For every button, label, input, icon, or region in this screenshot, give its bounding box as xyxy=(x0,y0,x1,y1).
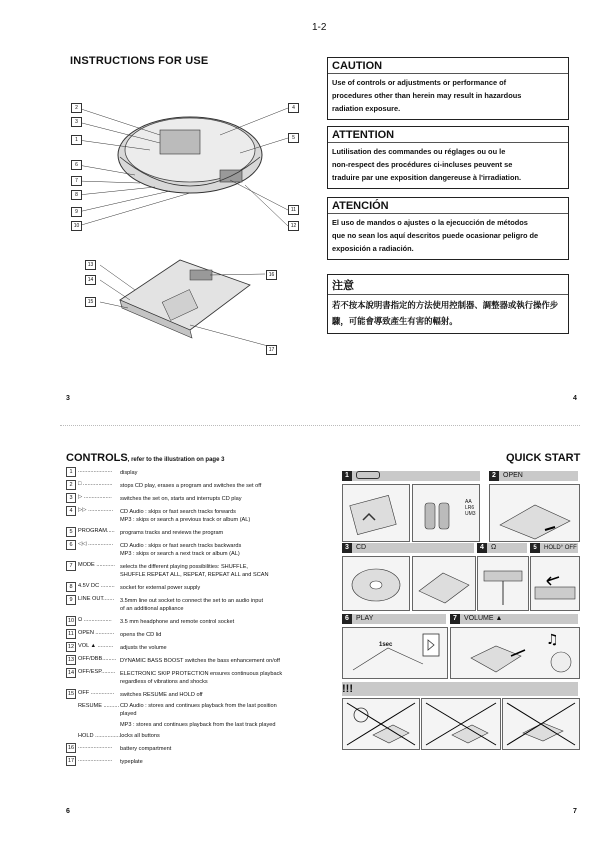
control-item xyxy=(66,582,336,592)
control-description: 3.5 mm headphone and remote control socket xyxy=(120,619,235,625)
control-item xyxy=(66,642,336,652)
attention-box xyxy=(327,126,569,189)
step-number: 4 xyxy=(477,543,487,553)
callout-13: 13 xyxy=(85,260,96,270)
step-number: 2 xyxy=(489,471,499,481)
chinese-warning-box xyxy=(327,274,569,334)
cd-player-bottom-illustration xyxy=(80,250,280,360)
step-bar-2 xyxy=(489,471,578,481)
control-label: ...................... xyxy=(78,744,113,750)
qs-image-open-battery xyxy=(342,484,410,542)
caution-line: Use of controls or adjustments or performance of xyxy=(332,78,507,87)
callout-9: 9 xyxy=(71,207,82,217)
step-bar-1 xyxy=(342,471,480,481)
step-label: VOLUME ▲ xyxy=(464,615,503,622)
qs-image-headphone xyxy=(477,556,529,611)
control-number: 2 xyxy=(66,480,76,490)
step-label: CD xyxy=(356,544,367,551)
callout-1: 1 xyxy=(71,135,82,145)
control-label: HOLD .................. xyxy=(78,733,124,739)
control-label: OFF/DBB......... xyxy=(78,656,117,662)
callout-8: 8 xyxy=(71,190,82,200)
control-item xyxy=(66,595,336,613)
control-item xyxy=(66,493,336,503)
control-number: 15 xyxy=(67,691,75,697)
control-number: 5 xyxy=(66,527,76,537)
control-description: socket for external power supply xyxy=(120,585,201,591)
battery-icon xyxy=(356,471,380,479)
control-label: OFF/ESP......... xyxy=(78,669,116,675)
qs-image-no-heat xyxy=(342,698,420,750)
caution-title: CAUTION xyxy=(328,58,568,74)
control-label: LINE OUT....... xyxy=(78,596,115,602)
control-description: opens the CD lid xyxy=(120,632,162,638)
battery-type: UM3 xyxy=(465,511,476,517)
controls-list xyxy=(66,467,336,769)
step-number: 6 xyxy=(342,614,352,624)
atencion-line: exposición a radiación. xyxy=(332,244,414,253)
callout-3: 3 xyxy=(71,117,82,127)
callout-10: 10 xyxy=(71,221,82,231)
control-description: CD Audio : skips or fast search tracks backwards xyxy=(120,543,242,549)
control-description: of an additional appliance xyxy=(120,606,184,612)
control-description: typeplate xyxy=(120,759,143,765)
control-description: switches RESUME and HOLD off xyxy=(120,692,203,698)
atencion-line: que no sean los aquí descritos puede ocasionar peligro de xyxy=(332,231,539,240)
step-number: 3 xyxy=(342,543,352,553)
atencion-title: ATENCIÓN xyxy=(328,198,568,214)
control-item xyxy=(66,743,336,753)
control-description: selects the different playing possibilities: SHUFFLE, xyxy=(120,564,248,570)
control-label: VOL ▲ .......... xyxy=(78,643,114,649)
control-label: OFF ............... xyxy=(78,690,115,696)
control-number: 9 xyxy=(66,595,76,605)
control-item xyxy=(66,668,336,686)
control-item xyxy=(66,467,336,477)
control-item xyxy=(66,655,336,665)
step-bar-3 xyxy=(342,543,474,553)
control-description: display xyxy=(120,470,138,476)
attention-line: traduire par une exposition dangereuse à l'irradiation. xyxy=(332,173,522,182)
control-description: CD Audio : skips or fast search tracks forwards xyxy=(120,509,236,515)
control-number: 16 xyxy=(67,745,75,751)
caution-line: procedures other than herein may result in hazardous xyxy=(332,91,522,100)
page-number-4: 4 xyxy=(573,395,577,402)
control-description: adjusts the volume xyxy=(120,645,167,651)
control-description: DYNAMIC BASS BOOST switches the bass enhancement on/off xyxy=(120,658,280,664)
control-number: 6 xyxy=(66,540,76,550)
control-number: 14 xyxy=(67,670,75,676)
control-item xyxy=(66,506,336,524)
control-label: ◁◁ ................ xyxy=(78,541,114,547)
control-item xyxy=(66,540,336,558)
callout-11: 11 xyxy=(288,205,299,215)
attention-line: Lutilisation des commandes ou réglages ou ou le xyxy=(332,147,506,156)
callout-16: 16 xyxy=(266,270,277,280)
control-description: switches the set on, starts and interrupts CD play xyxy=(120,496,242,502)
qs-image-no-pressure xyxy=(502,698,580,750)
step-number: 5 xyxy=(530,543,540,553)
chinese-warning-title: 注意 xyxy=(328,275,568,295)
step-number: 7 xyxy=(450,614,460,624)
step-number: 1 xyxy=(342,471,352,481)
control-number: 7 xyxy=(66,561,76,571)
control-label: RESUME .......... xyxy=(78,703,120,709)
control-number: 12 xyxy=(67,644,75,650)
control-description: ELECTRONIC SKIP PROTECTION ensures continuous playback xyxy=(120,671,283,677)
control-description: SHUFFLE REPEAT ALL, REPEAT, REPEAT ALL and SCAN xyxy=(120,572,269,578)
callout-12: 12 xyxy=(288,221,299,231)
battery-type: LR6 xyxy=(465,505,475,511)
control-description: MP3 : stores and continues playback from the last track played xyxy=(120,722,276,728)
control-description: programs tracks and reviews the program xyxy=(120,530,224,536)
control-description: CD Audio : stores and continues playback from the last position xyxy=(120,703,277,709)
callout-14: 14 xyxy=(85,275,96,285)
qs-image-insert-battery xyxy=(412,484,480,542)
page-number-3: 3 xyxy=(66,395,70,402)
control-description: MP3 : skips or search a next track or album (AL) xyxy=(120,551,240,557)
controls-heading xyxy=(66,452,224,464)
svg-text:♫: ♫ xyxy=(546,632,559,648)
control-label: OPEN ............ xyxy=(78,630,115,636)
callout-5: 5 xyxy=(288,133,299,143)
qs-image-play xyxy=(342,627,448,679)
control-item xyxy=(66,689,336,699)
quickstart-title: QUICK START xyxy=(506,452,581,464)
warning-exclamation: !!! xyxy=(342,683,353,695)
page-divider xyxy=(60,425,580,426)
step-bar-5 xyxy=(530,543,578,553)
control-item xyxy=(66,732,336,740)
control-label: □ ................... xyxy=(78,481,113,487)
control-number: 11 xyxy=(66,629,76,639)
control-description: 3.5mm line out socket to connect the set to an audio input xyxy=(120,598,264,604)
chinese-warning-line: 驟，可能會導致產生有害的輻射。 xyxy=(332,316,458,326)
control-number: 17 xyxy=(67,758,75,764)
atencion-line: El uso de mandos o ajustes o la ejecucción de métodos xyxy=(332,218,528,227)
page-number-7: 7 xyxy=(573,808,577,815)
control-item xyxy=(66,480,336,490)
control-number: 4 xyxy=(66,506,76,516)
callout-15: 15 xyxy=(85,297,96,307)
control-description: battery compartment xyxy=(120,746,172,752)
step-label: PLAY xyxy=(356,615,374,622)
control-description: played xyxy=(120,711,137,717)
control-item xyxy=(66,721,336,729)
callout-6: 6 xyxy=(71,160,82,170)
chinese-warning-line: 若不按本說明書指定的方法使用控制器、調整器或執行操作步 xyxy=(332,300,559,310)
qs-image-no-water xyxy=(421,698,501,750)
caution-line: radiation exposure. xyxy=(332,104,401,113)
callout-7: 7 xyxy=(71,176,82,186)
attention-title: ATTENTION xyxy=(328,127,568,143)
control-label: ...................... xyxy=(78,468,113,474)
callout-4: 4 xyxy=(288,103,299,113)
qs-image-hold-off xyxy=(530,556,580,611)
page-number-6: 6 xyxy=(66,808,70,815)
control-number: 3 xyxy=(66,493,76,503)
qs-image-insert-cd xyxy=(342,556,410,611)
control-label: MODE ............ xyxy=(78,562,115,568)
controls-title: CONTROLS xyxy=(66,452,128,464)
step-bar-4 xyxy=(477,543,527,553)
qs-image-close-lid xyxy=(412,556,476,611)
control-number: 8 xyxy=(66,582,76,592)
control-item xyxy=(66,561,336,579)
control-label: PROGRAM..... xyxy=(78,528,115,534)
control-label: 4.5V DC ......... xyxy=(78,583,115,589)
control-item xyxy=(66,629,336,639)
controls-subtitle: , refer to the illustration on page 3 xyxy=(127,457,225,463)
control-description: locks all buttons xyxy=(120,733,160,739)
control-label: ...................... xyxy=(78,757,113,763)
control-description: regardless of vibrations and shocks xyxy=(120,679,208,685)
instructions-title: INSTRUCTIONS FOR USE xyxy=(70,55,209,67)
control-item xyxy=(66,527,336,537)
control-label: ▷▷ ................ xyxy=(78,507,114,513)
battery-type: AA xyxy=(465,499,472,505)
control-number: 13 xyxy=(67,657,75,663)
one-second-label: 1sec xyxy=(379,642,393,648)
control-item xyxy=(66,616,336,626)
step-bar-warnings xyxy=(342,682,578,696)
step-label: HOLD° OFF xyxy=(544,545,577,551)
headphone-icon: Ω xyxy=(491,544,497,551)
control-label: Ω .................. xyxy=(78,617,112,623)
caution-box xyxy=(327,57,569,120)
attention-line: non-respect des procédures ci-incluses peuvent se xyxy=(332,160,513,169)
control-number: 10 xyxy=(67,618,75,624)
control-description: MP3 : skips or search a previous track or album (AL) xyxy=(120,517,251,523)
atencion-box xyxy=(327,197,569,260)
control-description: stops CD play, erases a program and switches the set off xyxy=(120,483,262,489)
qs-image-volume xyxy=(450,627,580,679)
control-item xyxy=(66,756,336,766)
control-number: 1 xyxy=(66,467,76,477)
qs-image-open-lid xyxy=(489,484,580,542)
callout-17: 17 xyxy=(266,345,277,355)
step-label: OPEN xyxy=(503,472,523,479)
step-bar-6 xyxy=(342,614,446,624)
callout-2: 2 xyxy=(71,103,82,113)
control-item xyxy=(66,702,336,718)
control-label: ▷ .................. xyxy=(78,494,112,500)
step-bar-7 xyxy=(450,614,578,624)
page-number-top: 1-2 xyxy=(312,22,327,33)
cd-player-top-illustration xyxy=(60,95,310,240)
